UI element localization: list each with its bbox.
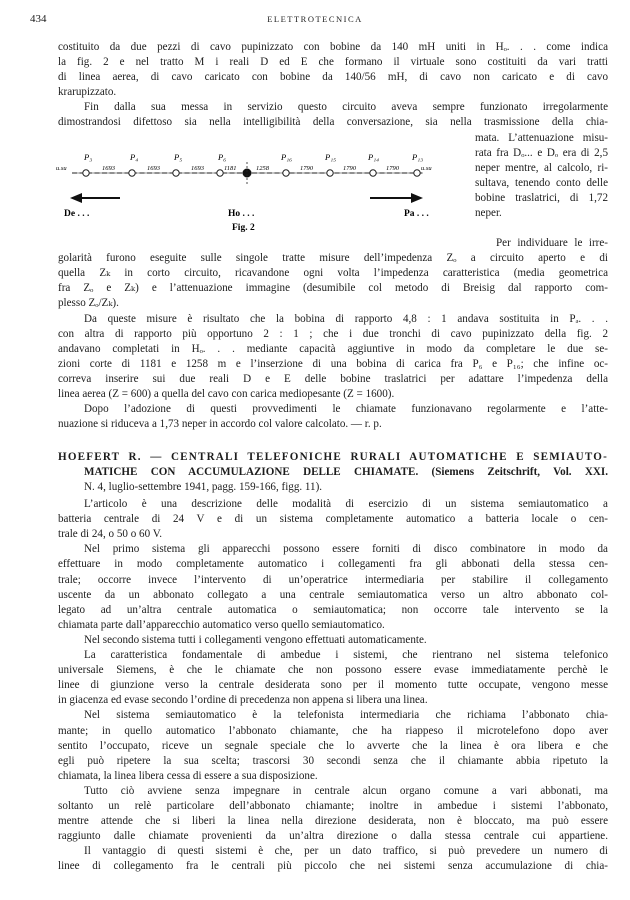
node-label: P₁₆	[281, 152, 293, 162]
text-line: chiamata parte dall’apparecchio automatico verso quello semiautomatico.	[58, 618, 385, 631]
text-line: bobine traslatrici, di 1,72	[475, 192, 608, 204]
text-line: correva inserire sui due reali D e E delle bobine traslatrici per adattare l’impedenza della	[58, 373, 608, 385]
text-line: linee di collegamento fra le centrali più piccolo che nei sistemi senza accumulazione di chia-	[58, 860, 608, 873]
text-line: krarupizzato.	[58, 86, 117, 98]
article-title: MATICHE CON ACCUMULAZIONE DELLE CHIAMATE. (Siemens Zeitschrift, Vol. XXI.	[84, 466, 608, 478]
arrowhead-right-icon	[411, 193, 423, 203]
text-line: nuazione si riduceva a 1,73 neper in accordo col valore calcolato. — r. p.	[58, 418, 382, 430]
article-title: N. 4, luglio-settembre 1941, pagg. 159-166, figg. 11).	[84, 481, 323, 493]
text-line: costituito da due pezzi di cavo pupinizzato con bobine da 140 mH uniti in Hₒ. . . come indica	[58, 41, 608, 53]
text-line: Nel secondo sistema tutti i collegamenti vengono effettuati automaticamente.	[84, 633, 427, 646]
node-circle	[129, 170, 135, 176]
text-line: sentito l’occupato, riceve un segnale speciale che lo avverte che la linea è ora libera e che	[58, 739, 608, 752]
text-line: Tutto ciò avviene senza impegnare in centrale alcun organo comune a vari abbonati, ma	[84, 784, 608, 797]
text-line: Per individuare le irre-	[496, 237, 608, 249]
text-line: fra Zₒ e Zₖ) e l’attenuazione immagine (desumibile col metodo di Breisig dal rapporto com-	[58, 282, 608, 294]
segment-length: 1790	[343, 165, 356, 172]
end-label: u.su	[56, 165, 67, 172]
text-line: con altra di rapporto più opportuno 2 : 1 ; che i due tronchi di cavo pupinizzato della fig. 2	[58, 328, 608, 340]
node-label: P₃	[84, 152, 93, 162]
segment-length: 1790	[300, 165, 313, 172]
text-line: trale di 24, o 50 o 60 V.	[58, 528, 163, 541]
segment-length: 1181	[224, 165, 237, 172]
text-line: linea aerea (Z = 600) a quella del cavo con carica mediopesante (Z = 1600).	[58, 388, 395, 400]
text-line: sultava, tenendo conto delle	[475, 177, 608, 189]
text-line: Fin dalla sua messa in servizio questo circuito aveva sempre funzionato irregolarmente	[84, 101, 608, 113]
node-circle	[83, 170, 89, 176]
text-line: Da queste misure è risultato che la bobina di rapporto 4,8 : 1 andava sostituita in Pₔ. . .	[84, 313, 608, 325]
node-label: P₁₅	[325, 152, 337, 162]
text-line: egli può ripetere la sua scelta; trascorsi 30 secondi senza che il chiamante abbia ripetuto la	[58, 754, 608, 767]
text-line: neper.	[475, 207, 502, 219]
segment-length: 1693	[102, 165, 115, 172]
node-circle	[173, 170, 179, 176]
segment-length: 1693	[147, 165, 160, 172]
text-line: mentre attende che si liberi la linea nella direzione desiderata, non è bloccato, ma può essere	[58, 815, 608, 828]
text-line: raggiunto dalle chiamate provenienti da un’altra direzione o dalla stessa centrale cui appartiene.	[58, 830, 608, 843]
text-line: uscente da un abbonato collegato a una centrale semiautomatica verso un altro abbonato col-	[58, 588, 608, 601]
line-diagram	[58, 152, 436, 232]
station-label: De . . .	[64, 209, 90, 219]
text-line: la fig. 2 e nel tratto M i reali D ed E che formano il virtuale sono costituiti da vari tratti	[58, 56, 608, 68]
node-label: P₅	[174, 152, 183, 162]
node-label: P₁₃	[412, 152, 424, 162]
text-line: linee di giunzione verso la centrale desiderata sono per il momento tutte occupate, vengono messe	[58, 679, 608, 692]
text-line: batteria centrale di 24 V e di un sistema completamente automatico a batteria locale o cen-	[58, 513, 608, 526]
node-circle	[217, 170, 223, 176]
station-label: Ho . . .	[228, 209, 255, 219]
node-circle	[414, 170, 420, 176]
text-line: Il vantaggio di questi sistemi è che, per un dato traffico, si può prevedere un numero di	[84, 845, 608, 858]
article-title: HOEFERT R. — CENTRALI TELEFONICHE RURALI AUTOMATICHE E SEMIAUTO-	[58, 451, 608, 463]
station-label: Pa . . .	[404, 209, 429, 219]
text-line: legato ad un’altra centrale automatica o semiautomatica; non occorre tale intervento se la	[58, 603, 608, 616]
node-label: P₁₄	[368, 152, 380, 162]
segment-length: 1258	[256, 165, 269, 172]
text-line: Nel sistema semiautomatico è la telefonista intermediaria che richiama l’abbonato chia-	[84, 709, 608, 722]
page-number: 434	[30, 13, 47, 25]
running-header: ELETTROTECNICA	[267, 14, 363, 24]
text-line: zioni corte di 1181 e 1258 m e l’inserzione di una bobina di carica fra P₆ e P₁₆; che infine oc-	[58, 358, 608, 370]
text-line: quella Zₖ in corto circuito, ricavandone ogni volta l’impedenza caratteristica (media geometrica	[58, 267, 608, 279]
node-label: P₆	[218, 152, 227, 162]
text-line: mata. L’attenuazione misu-	[475, 132, 608, 144]
text-line: chiamata, la linea libera cessa di essere a sua disposizione.	[58, 769, 318, 782]
text-line: L’articolo è una descrizione delle modalità di esercizio di un sistema semiautomatico a	[84, 498, 608, 510]
node-circle	[283, 170, 289, 176]
figure-2	[58, 152, 436, 232]
text-line: universale Siemens, è che le chiamate che non possono essere evase immediatamente perchè le	[58, 664, 608, 677]
segment-length: 1693	[191, 165, 204, 172]
text-line: soltanto un relè particolare dell’abbonato chiamante; inoltre in ambedue i sistemi l’abbonato,	[58, 800, 608, 812]
text-line: neper mentre, al calcolo, ri-	[475, 162, 608, 174]
text-line: mante; in quello automatico l’abbonato chiamante, che ha riappeso il microtelefono dopo aver	[58, 724, 608, 737]
text-line: rata fra Dₒ... e Dₒ era di 2,5	[475, 147, 608, 159]
node-circle	[370, 170, 376, 176]
node-circle	[327, 170, 333, 176]
text-line: in giacenza ed evase secondo l’ordine di precedenza non appena si libera una linea.	[58, 694, 428, 707]
text-line: andavano completati in Hₒ. . . mediante capacità aggiuntive in modo da completare le due se-	[58, 343, 608, 355]
node-label: P₄	[130, 152, 139, 162]
text-line: trale; occorre invece l’intervento di un’operatrice intermediaria per stabilire il collegamento	[58, 573, 608, 586]
text-line: effettuare in modo completamente automatico i collegamenti fra gli abbonati della stessa cen-	[58, 558, 608, 571]
text-line: Dopo l’adozione di questi provvedimenti le chiamate funzionavano regolarmente e l’atte-	[84, 403, 608, 415]
figure-caption: Fig. 2	[232, 223, 255, 233]
text-line: plesso Zₒ/Zₖ).	[58, 297, 119, 309]
text-line: La caratteristica fondamentale di ambedue i sistemi, che rientrano nel sistema telefonico	[84, 649, 608, 661]
segment-length: 1790	[386, 165, 399, 172]
end-label: u.su	[421, 165, 432, 172]
arrowhead-left-icon	[70, 193, 82, 203]
text-line: Nel primo sistema gli apparecchi possono essere forniti di disco combinatore in modo da	[84, 543, 608, 556]
text-line: di linea aerea, di cavo caricato con bobine da 140/56 mH, di cavo non caricato e di cavo	[58, 71, 608, 83]
text-line: dimostrandosi difettoso sia nella intelligibilità della conversazione, sia nella trasmissione della chia-	[58, 116, 608, 128]
text-line: golarità furono eseguite sulle singole tratte misure dell’impedenza Zₒ a circuito aperto e di	[58, 252, 608, 264]
